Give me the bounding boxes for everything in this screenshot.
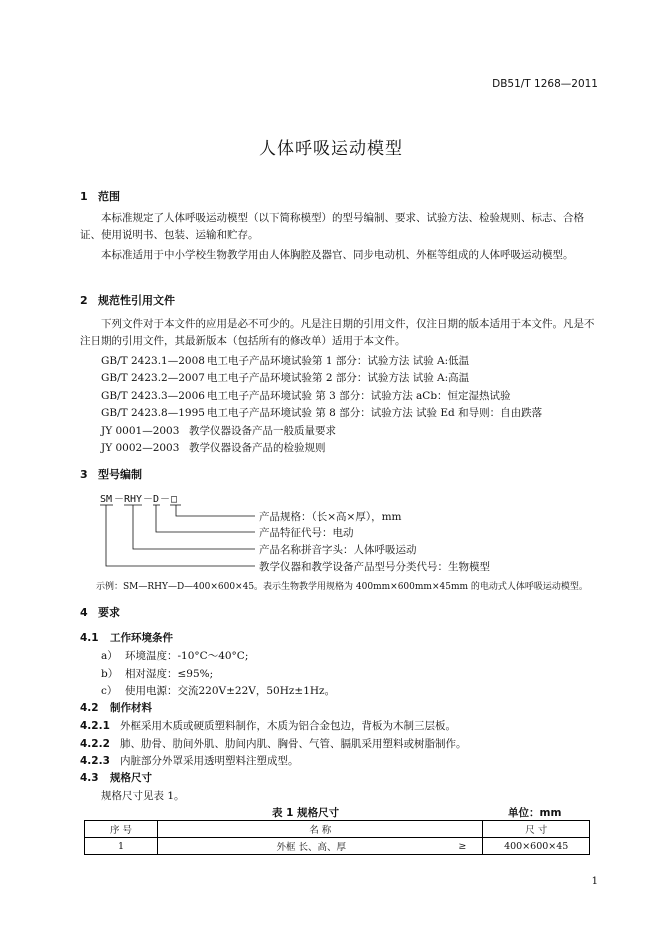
code-dash: － <box>160 494 170 505</box>
cell-comparator: ≥ <box>442 838 483 855</box>
clause-number: 4.2.3 <box>80 755 110 767</box>
code-part-sm: SM <box>100 494 113 505</box>
section-title: 型号编制 <box>98 468 142 481</box>
table-unit: 单位：mm <box>508 807 562 819</box>
section-4-heading <box>80 604 120 620</box>
clause <box>80 718 456 733</box>
spec-table <box>84 820 590 855</box>
reference-item <box>101 353 469 368</box>
list-mark: c） <box>101 685 118 697</box>
section-title: 范围 <box>98 190 120 203</box>
list-mark: a） <box>101 650 118 662</box>
subsection-number: 4.1 <box>80 632 99 644</box>
section-number: 1 <box>80 190 88 203</box>
cell-name: 外框 长、高、厚 <box>158 838 443 855</box>
document-title: 人体呼吸运动模型 <box>259 139 403 159</box>
section-number: 2 <box>80 294 88 307</box>
section-number: 4 <box>80 606 88 619</box>
section-title: 要求 <box>98 606 120 619</box>
table-row <box>85 838 590 855</box>
code-dash: － <box>143 494 153 505</box>
reference-code: GB/T 2423.8—1995 <box>101 407 205 419</box>
list-item <box>101 683 335 698</box>
clause <box>80 753 299 768</box>
reference-code: GB/T 2423.3—2006 <box>101 390 205 402</box>
section-1-paragraph-1: 本标准规定了人体呼吸运动模型（以下简称模型）的型号编制、要求、试验方法、检验规则、标志、合格证、使用说明书、包装、运输和贮存。 <box>80 212 584 241</box>
subsection-4-3-heading <box>80 770 152 785</box>
list-mark: b） <box>101 668 119 680</box>
reference-title: 教学仪器设备产品的检验规则 <box>189 442 326 454</box>
list-item <box>101 648 248 663</box>
leader-lines <box>100 505 255 566</box>
reference-title: 教学仪器设备产品一般质量要求 <box>189 425 336 437</box>
reference-code: JY 0001—2003 <box>101 425 180 437</box>
cell-size: 400×600×45 <box>483 838 590 855</box>
code-label-feature: 产品特征代号：电动 <box>259 527 354 539</box>
reference-item <box>101 405 542 420</box>
section-1-paragraph-2: 本标准适用于中小学校生物教学用由人体胸腔及器官、同步电动机、外框等组成的人体呼吸运动模型。 <box>101 249 574 261</box>
code-dash: － <box>114 494 124 505</box>
page-number: 1 <box>591 876 598 887</box>
clause-number: 4.2.1 <box>80 720 110 732</box>
code-label-name: 产品名称拼音字头：人体呼吸运动 <box>259 544 417 556</box>
reference-item <box>101 423 336 438</box>
section-3-heading <box>80 466 142 482</box>
reference-title: 电工电子产品环境试验第 2 部分：试验方法 试验 A:高温 <box>207 372 470 384</box>
section-2-heading <box>80 292 175 308</box>
list-text: 相对湿度：≤95%; <box>125 668 214 680</box>
code-part-d: D <box>153 494 160 505</box>
clause-text: 外框采用木质或硬质塑料制作，木质为铝合金包边，背板为木制三层板。 <box>120 720 456 732</box>
model-code-diagram <box>80 488 610 592</box>
reference-code: GB/T 2423.1—2008 <box>101 355 205 367</box>
subsection-title: 规格尺寸 <box>110 772 152 784</box>
model-example: 示例：SM—RHY—D—400×600×45。表示生物教学用规格为 400mm×600mm×45mm 的电动式人体呼吸运动模型。 <box>96 582 588 592</box>
reference-item <box>101 370 469 385</box>
section-title: 规范性引用文件 <box>98 294 175 307</box>
subsection-4-1-heading <box>80 630 173 645</box>
subsection-number: 4.3 <box>80 772 99 784</box>
code-label-category: 教学仪器和教学设备产品型号分类代号：生物模型 <box>259 561 490 573</box>
section-2-intro: 下列文件对于本文件的应用是必不可少的。凡是注日期的引用文件，仅注日期的版本适用于本文件。凡是不注日期的引用文件，其最新版本（包括所有的修改单）适用于本文件。 <box>80 318 595 347</box>
section-1-heading <box>80 188 120 204</box>
list-item <box>101 666 213 681</box>
clause-text: 内脏部分外罩采用透明塑料注塑成型。 <box>120 755 299 767</box>
standard-number: DB51/T 1268—2011 <box>492 78 598 90</box>
code-part-rhy: RHY <box>124 494 143 505</box>
reference-item <box>101 440 326 455</box>
subsection-number: 4.2 <box>80 702 99 714</box>
reference-title: 电工电子产品环境试验 第 3 部分：试验方法 aCb：恒定湿热试验 <box>207 390 511 402</box>
reference-code: GB/T 2423.2—2007 <box>101 372 205 384</box>
column-header-index: 序 号 <box>85 821 158 838</box>
column-header-name: 名 称 <box>158 821 483 838</box>
subsection-title: 制作材料 <box>110 702 152 714</box>
code-part-spec-box: □ <box>171 494 178 505</box>
clause <box>80 736 467 751</box>
table-caption: 表 1 规格尺寸 <box>272 807 340 819</box>
list-text: 使用电源：交流220V±22V，50Hz±1Hz。 <box>125 685 336 697</box>
subsection-4-2-heading <box>80 700 152 715</box>
code-label-spec: 产品规格：（长×高×厚），mm <box>259 511 402 523</box>
list-text: 环境温度：-10°C～40°C; <box>125 650 249 662</box>
column-header-size: 尺 寸 <box>483 821 590 838</box>
section-number: 3 <box>80 468 88 481</box>
reference-item <box>101 388 511 403</box>
reference-code: JY 0002—2003 <box>101 442 180 454</box>
reference-title: 电工电子产品环境试验第 1 部分：试验方法 试验 A:低温 <box>207 355 470 367</box>
cell-index: 1 <box>85 838 158 855</box>
subsection-4-3-text: 规格尺寸见表 1。 <box>101 790 185 802</box>
clause-text: 肺、肋骨、肋间外肌、肋间内肌、胸骨、气管、膈肌采用塑料或树脂制作。 <box>120 738 467 750</box>
clause-number: 4.2.2 <box>80 738 110 750</box>
table-header-row <box>85 821 590 838</box>
subsection-title: 工作环境条件 <box>110 632 173 644</box>
reference-title: 电工电子产品环境试验 第 8 部分：试验方法 试验 Ed 和导则：自由跌落 <box>207 407 543 419</box>
